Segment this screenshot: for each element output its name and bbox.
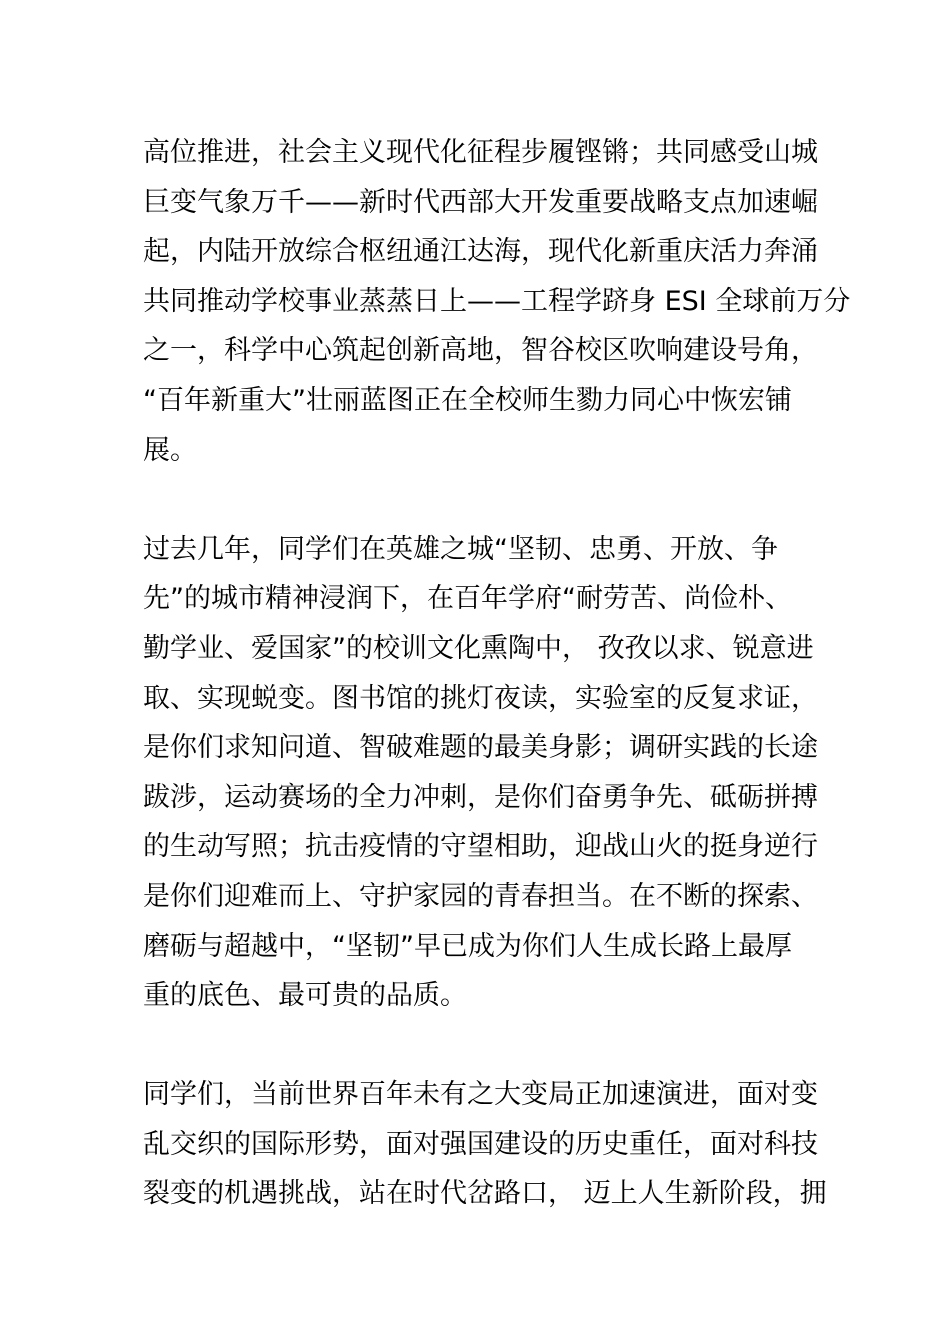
paragraph-2 (143, 525, 818, 1021)
text-line: 重的底色、最可贵的品质。 (143, 980, 467, 1012)
text-line: 是你们求知问道、智破难题的最美身影；调研实践的长途 (143, 732, 818, 764)
text-line: 是你们迎难而上、守护家园的青春担当。在不断的探索、 (143, 880, 818, 912)
text-line: 的生动写照；抗击疫情的守望相助，迎战山火的挺身逆行 (143, 831, 818, 863)
text-line: 过去几年，同学们在英雄之城“坚韧、忠勇、开放、争 (143, 533, 778, 565)
text-line: 高位推进，社会主义现代化征程步履铿锵；共同感受山城 (143, 137, 818, 168)
text-line: 取、实现蜕变。图书馆的挑灯夜读，实验室的反复求证， (143, 682, 818, 714)
paragraph-gap (143, 475, 811, 525)
paragraph-1 (143, 128, 851, 475)
text-line: 之一，科学中心筑起创新高地，智谷校区吹响建设号角， (143, 335, 818, 367)
text-line: 裂变的机遇挑战，站在时代岔路口， 迈上人生新阶段，拥 (143, 1178, 827, 1210)
text-line: “百年新重大”壮丽蓝图正在全校师生勠力同心中恢宏铺 (143, 384, 792, 416)
text-line: 巨变气象万千——新时代西部大开发重要战略支点加速崛 (143, 186, 818, 218)
text-line: 乱交织的国际形势，面对强国建设的历史重任，面对科技 (143, 1128, 818, 1160)
text-line: 同学们，当前世界百年未有之大变局正加速演进，面对变 (143, 1079, 818, 1111)
text-line: 磨砺与超越中，“坚韧”早已成为你们人生成长路上最厚 (143, 930, 792, 962)
text-line: 展。 (143, 434, 197, 466)
paragraph-3 (143, 1070, 827, 1219)
text-line: 勤学业、爱国家”的校训文化熏陶中， 孜孜以求、锐意进 (143, 632, 814, 664)
text-line: 先”的城市精神浸润下，在百年学府“耐劳苦、尚俭朴、 (143, 583, 792, 615)
text-line: 共同推动学校事业蒸蒸日上——工程学跻身 ESI 全球前万分 (143, 285, 851, 317)
document-body (143, 128, 851, 1219)
text-line: 跋涉，运动赛场的全力冲刺，是你们奋勇争先、砥砺拼搏 (143, 781, 818, 813)
text-line: 起，内陆开放综合枢纽通江达海，现代化新重庆活力奔涌 (143, 236, 818, 268)
paragraph-gap (143, 1021, 811, 1071)
